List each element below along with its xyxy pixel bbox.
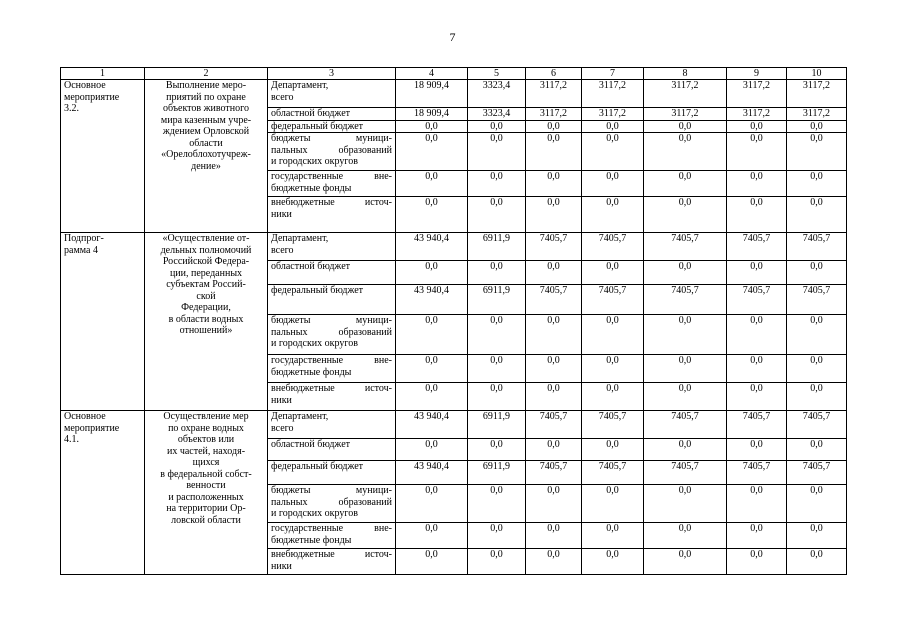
funding-source-cell: [268, 315, 396, 355]
funding-source-line: областной бюджет: [271, 439, 351, 450]
funding-source-line: всего: [271, 91, 294, 103]
funding-source-line: внебюджетные источ-: [271, 383, 392, 394]
activity-name-line: Федерации,: [181, 302, 231, 313]
funding-source-line: государственные вне-: [271, 523, 392, 534]
amount-cell: 0,0: [526, 133, 582, 171]
amount-cell: 0,0: [787, 197, 847, 233]
activity-name-line: отношений»: [179, 325, 233, 336]
amount-cell: 3117,2: [787, 108, 847, 121]
program-item-cell: [61, 80, 145, 233]
amount-cell: 0,0: [468, 261, 526, 285]
activity-name-cell: [145, 233, 268, 411]
funding-source-line: ники: [271, 208, 292, 220]
amount-cell: 0,0: [396, 315, 468, 355]
funding-source-cell: [268, 80, 396, 108]
amount-cell: 0,0: [582, 523, 644, 549]
activity-name-line: ловской области: [171, 514, 241, 526]
amount-cell: 0,0: [582, 355, 644, 383]
amount-cell: 0,0: [582, 549, 644, 575]
funding-source-cell: [268, 108, 396, 121]
amount-cell: 0,0: [526, 120, 582, 133]
funding-source-line: Департамент,: [271, 411, 329, 422]
column-number-header: 4: [396, 68, 468, 80]
activity-name-line: в федеральной собст-: [160, 468, 252, 480]
amount-cell: 3117,2: [526, 80, 582, 108]
amount-cell: 0,0: [644, 383, 727, 411]
amount-cell: 0,0: [727, 439, 787, 461]
activity-name-line: в области водных: [168, 313, 244, 325]
budget-table: [60, 67, 847, 575]
funding-source-cell: [268, 523, 396, 549]
amount-cell: 43 940,4: [396, 411, 468, 439]
amount-cell: 7405,7: [727, 233, 787, 261]
funding-source-line: бюджетные фонды: [271, 182, 352, 194]
amount-cell: 7405,7: [787, 285, 847, 315]
funding-source-line: областной бюджет: [271, 261, 351, 272]
activity-name-line: Выполнение меро-: [165, 80, 247, 91]
amount-cell: 0,0: [582, 261, 644, 285]
amount-cell: 0,0: [644, 315, 727, 355]
amount-cell: 7405,7: [526, 233, 582, 261]
funding-source-line: всего: [271, 422, 294, 434]
funding-source-line: бюджетные фонды: [271, 366, 352, 378]
activity-name-line: их частей, находя-: [166, 445, 246, 457]
amount-cell: 43 940,4: [396, 461, 468, 485]
amount-cell: 0,0: [396, 261, 468, 285]
funding-source-cell: [268, 233, 396, 261]
amount-cell: 0,0: [468, 171, 526, 197]
activity-name-line: объектов животного: [163, 103, 249, 114]
amount-cell: 6911,9: [468, 461, 526, 485]
amount-cell: 0,0: [582, 383, 644, 411]
amount-cell: 0,0: [644, 133, 727, 171]
amount-cell: 0,0: [468, 197, 526, 233]
amount-cell: 0,0: [526, 171, 582, 197]
funding-source-line: бюджеты муници-: [271, 315, 392, 326]
funding-source-line: и городских округов: [271, 508, 358, 519]
amount-cell: 6911,9: [468, 411, 526, 439]
column-number-header: 6: [526, 68, 582, 80]
amount-cell: 18 909,4: [396, 80, 468, 108]
funding-source-line: государственные вне-: [271, 171, 392, 182]
amount-cell: 0,0: [468, 485, 526, 523]
activity-name-line: дение»: [191, 160, 221, 172]
amount-cell: 0,0: [727, 197, 787, 233]
amount-cell: 0,0: [526, 523, 582, 549]
amount-cell: 0,0: [468, 549, 526, 575]
funding-source-cell: [268, 461, 396, 485]
header-row: [61, 68, 847, 80]
amount-cell: 0,0: [526, 549, 582, 575]
amount-cell: 3117,2: [644, 80, 727, 108]
amount-cell: 0,0: [526, 315, 582, 355]
amount-cell: 0,0: [727, 523, 787, 549]
funding-source-cell: [268, 411, 396, 439]
amount-cell: 0,0: [396, 133, 468, 171]
funding-source-line: и городских округов: [271, 156, 358, 167]
amount-cell: 0,0: [727, 120, 787, 133]
amount-cell: 7405,7: [582, 285, 644, 315]
funding-source-cell: [268, 355, 396, 383]
amount-cell: 0,0: [396, 383, 468, 411]
program-item-line: Подпрог-: [64, 233, 104, 244]
amount-cell: 0,0: [582, 171, 644, 197]
amount-cell: 7405,7: [727, 285, 787, 315]
amount-cell: 7405,7: [644, 461, 727, 485]
amount-cell: 0,0: [787, 171, 847, 197]
program-item-cell: [61, 411, 145, 575]
amount-cell: 0,0: [468, 120, 526, 133]
funding-source-line: федеральный бюджет: [271, 285, 364, 296]
amount-cell: 0,0: [468, 439, 526, 461]
funding-source-cell: [268, 383, 396, 411]
amount-cell: 0,0: [396, 485, 468, 523]
amount-cell: 0,0: [787, 485, 847, 523]
amount-cell: 7405,7: [787, 411, 847, 439]
amount-cell: 7405,7: [644, 285, 727, 315]
amount-cell: 0,0: [727, 485, 787, 523]
amount-cell: 3323,4: [468, 80, 526, 108]
amount-cell: 0,0: [787, 383, 847, 411]
table-row: [61, 80, 847, 108]
funding-source-cell: [268, 261, 396, 285]
funding-source-cell: [268, 549, 396, 575]
amount-cell: 0,0: [727, 549, 787, 575]
amount-cell: 7405,7: [526, 285, 582, 315]
amount-cell: 0,0: [396, 197, 468, 233]
page-number: 7: [449, 30, 456, 44]
column-number-header: 8: [644, 68, 727, 80]
amount-cell: 0,0: [582, 133, 644, 171]
funding-source-line: областной бюджет: [271, 108, 351, 119]
amount-cell: 6911,9: [468, 233, 526, 261]
amount-cell: 7405,7: [787, 233, 847, 261]
funding-source-cell: [268, 120, 396, 133]
column-number-header: 1: [61, 68, 145, 80]
amount-cell: 18 909,4: [396, 108, 468, 121]
program-item-line: мероприятие: [64, 91, 120, 103]
activity-name-line: венности: [186, 480, 226, 491]
amount-cell: 0,0: [727, 133, 787, 171]
amount-cell: 0,0: [787, 261, 847, 285]
activity-name-line: по охране водных: [168, 422, 244, 434]
column-number-header: 7: [582, 68, 644, 80]
amount-cell: 0,0: [526, 355, 582, 383]
activity-name-line: и расположенных: [168, 491, 244, 503]
amount-cell: 0,0: [582, 197, 644, 233]
activity-name-line: «Орелоблохотучреж-: [161, 149, 251, 160]
funding-source-cell: [268, 171, 396, 197]
amount-cell: 0,0: [644, 120, 727, 133]
amount-cell: 43 940,4: [396, 285, 468, 315]
amount-cell: 0,0: [582, 439, 644, 461]
activity-name-line: щихся: [192, 457, 220, 468]
amount-cell: 7405,7: [644, 411, 727, 439]
activity-name-line: приятий по охране: [166, 91, 246, 103]
funding-source-line: пальных образований: [271, 326, 392, 338]
amount-cell: 0,0: [396, 549, 468, 575]
amount-cell: 6911,9: [468, 285, 526, 315]
amount-cell: 7405,7: [526, 411, 582, 439]
program-item-line: 4.1.: [64, 434, 79, 445]
amount-cell: 0,0: [468, 383, 526, 411]
amount-cell: 0,0: [644, 523, 727, 549]
funding-source-line: пальных образований: [271, 496, 392, 508]
amount-cell: 0,0: [644, 439, 727, 461]
amount-cell: 0,0: [787, 439, 847, 461]
activity-name-line: Российской Федера-: [162, 256, 250, 267]
amount-cell: 0,0: [468, 315, 526, 355]
amount-cell: 0,0: [787, 523, 847, 549]
amount-cell: 3117,2: [727, 108, 787, 121]
amount-cell: 3117,2: [526, 108, 582, 121]
funding-source-line: федеральный бюджет: [271, 120, 364, 132]
funding-source-cell: [268, 133, 396, 171]
activity-name-line: ской: [196, 290, 216, 302]
amount-cell: 0,0: [468, 133, 526, 171]
funding-source-cell: [268, 439, 396, 461]
column-number-header: 2: [145, 68, 268, 80]
amount-cell: 0,0: [582, 315, 644, 355]
amount-cell: 0,0: [787, 120, 847, 133]
program-item-line: Основное: [64, 80, 106, 91]
amount-cell: 0,0: [526, 439, 582, 461]
amount-cell: 0,0: [644, 355, 727, 383]
amount-cell: 7405,7: [727, 461, 787, 485]
program-item-cell: [61, 233, 145, 411]
activity-name-line: «Осуществление от-: [162, 233, 250, 244]
funding-source-line: государственные вне-: [271, 355, 392, 366]
funding-source-line: всего: [271, 244, 294, 256]
amount-cell: 3117,2: [582, 108, 644, 121]
activity-name-line: Осуществление мер: [163, 411, 249, 422]
funding-source-cell: [268, 285, 396, 315]
amount-cell: 0,0: [787, 355, 847, 383]
funding-source-line: ники: [271, 560, 292, 572]
amount-cell: 3323,4: [468, 108, 526, 121]
amount-cell: 0,0: [787, 315, 847, 355]
amount-cell: 7405,7: [727, 411, 787, 439]
activity-name-line: субъектам Россий-: [166, 279, 246, 290]
funding-source-line: ники: [271, 394, 292, 406]
funding-source-line: внебюджетные источ-: [271, 197, 392, 208]
amount-cell: 3117,2: [582, 80, 644, 108]
amount-cell: 0,0: [727, 383, 787, 411]
funding-source-line: бюджеты муници-: [271, 133, 392, 144]
amount-cell: 43 940,4: [396, 233, 468, 261]
program-item-line: рамма 4: [64, 244, 98, 256]
activity-name-line: ции, переданных: [169, 267, 243, 279]
amount-cell: 0,0: [396, 523, 468, 549]
amount-cell: 0,0: [526, 261, 582, 285]
amount-cell: 0,0: [787, 549, 847, 575]
column-number-header: 9: [727, 68, 787, 80]
activity-name-line: области: [189, 137, 223, 149]
amount-cell: 0,0: [396, 171, 468, 197]
amount-cell: 0,0: [582, 485, 644, 523]
funding-source-line: Департамент,: [271, 233, 329, 244]
funding-source-line: пальных образований: [271, 144, 392, 156]
amount-cell: 0,0: [644, 197, 727, 233]
activity-name-line: дельных полномочий: [160, 244, 252, 256]
amount-cell: 0,0: [526, 383, 582, 411]
amount-cell: 0,0: [526, 197, 582, 233]
table-row: [61, 233, 847, 261]
column-number-header: 5: [468, 68, 526, 80]
funding-source-line: бюджетные фонды: [271, 534, 352, 546]
amount-cell: 7405,7: [582, 411, 644, 439]
amount-cell: 0,0: [727, 261, 787, 285]
activity-name-line: на территории Ор-: [166, 503, 246, 514]
funding-source-line: федеральный бюджет: [271, 461, 364, 472]
amount-cell: 7405,7: [582, 233, 644, 261]
amount-cell: 3117,2: [644, 108, 727, 121]
funding-source-line: Департамент,: [271, 80, 329, 91]
amount-cell: 0,0: [727, 171, 787, 197]
amount-cell: 0,0: [396, 439, 468, 461]
amount-cell: 0,0: [526, 485, 582, 523]
program-item-line: мероприятие: [64, 422, 120, 434]
table-row: [61, 411, 847, 439]
amount-cell: 0,0: [396, 120, 468, 133]
amount-cell: 3117,2: [787, 80, 847, 108]
amount-cell: 0,0: [727, 315, 787, 355]
amount-cell: 7405,7: [582, 461, 644, 485]
funding-source-line: бюджеты муници-: [271, 485, 392, 496]
amount-cell: 0,0: [468, 355, 526, 383]
amount-cell: 0,0: [396, 355, 468, 383]
funding-source-line: и городских округов: [271, 338, 358, 349]
program-item-line: Основное: [64, 411, 106, 422]
activity-name-line: ждением Орловской: [162, 126, 250, 137]
amount-cell: 3117,2: [727, 80, 787, 108]
amount-cell: 0,0: [727, 355, 787, 383]
amount-cell: 0,0: [644, 485, 727, 523]
amount-cell: 0,0: [468, 523, 526, 549]
amount-cell: 7405,7: [787, 461, 847, 485]
program-item-line: 3.2.: [64, 103, 79, 114]
activity-name-line: объектов или: [177, 434, 235, 445]
activity-name-cell: [145, 80, 268, 233]
activity-name-line: мира казенным учре-: [160, 114, 252, 126]
column-number-header: 10: [787, 68, 847, 80]
amount-cell: 7405,7: [644, 233, 727, 261]
activity-name-cell: [145, 411, 268, 575]
column-number-header: 3: [268, 68, 396, 80]
funding-source-cell: [268, 197, 396, 233]
amount-cell: 0,0: [644, 171, 727, 197]
amount-cell: 0,0: [644, 549, 727, 575]
amount-cell: 0,0: [644, 261, 727, 285]
amount-cell: 0,0: [582, 120, 644, 133]
amount-cell: 7405,7: [526, 461, 582, 485]
amount-cell: 0,0: [787, 133, 847, 171]
funding-source-cell: [268, 485, 396, 523]
funding-source-line: внебюджетные источ-: [271, 549, 392, 560]
